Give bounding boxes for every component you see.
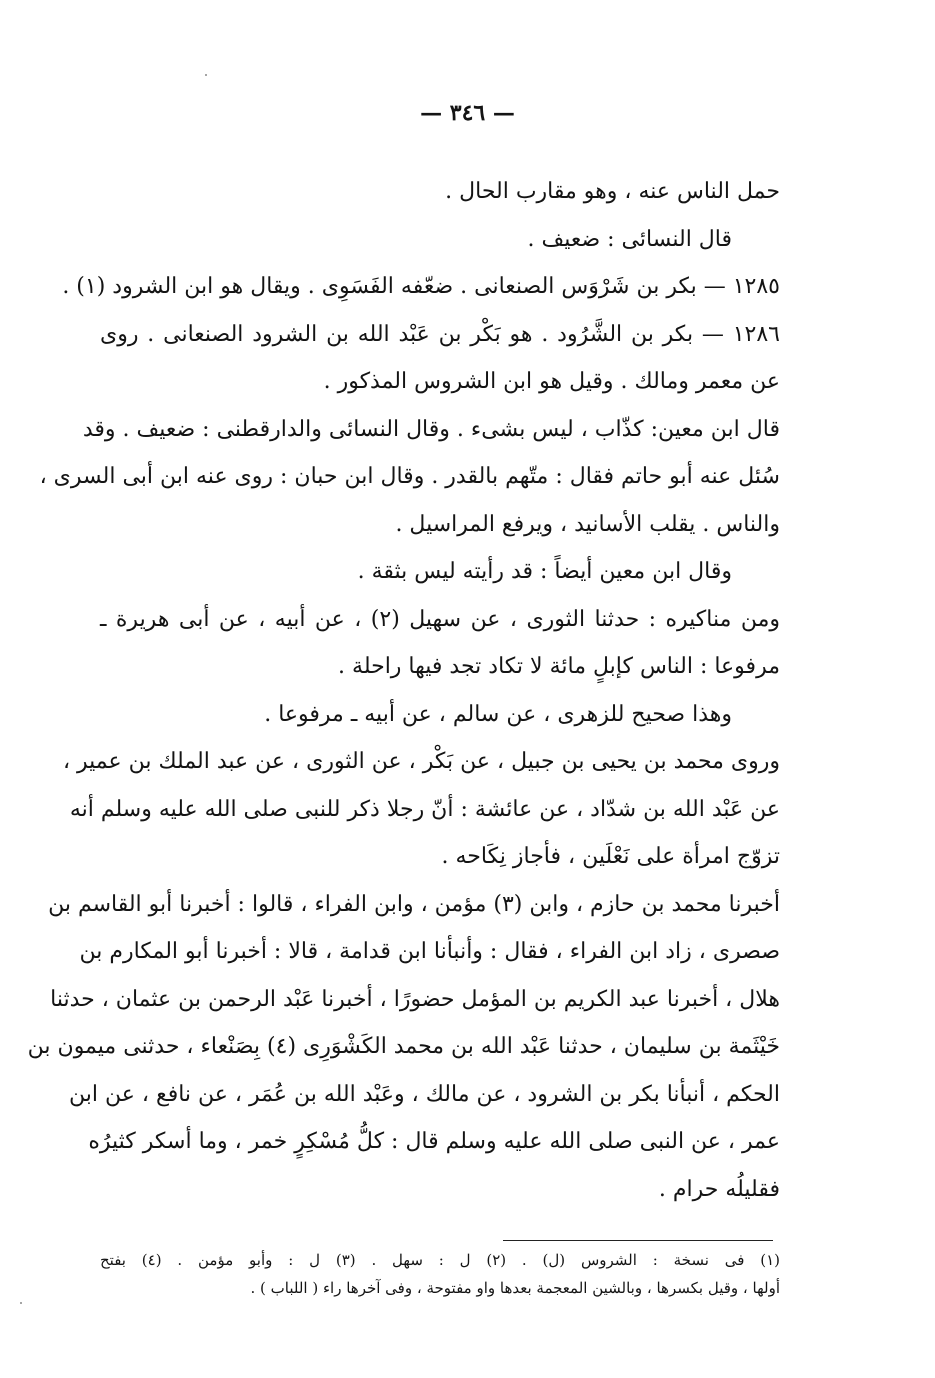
text-line: فقليلُه حرام .: [658, 1176, 780, 1202]
text-line: قال ابن معين: كذّاب ، ليس بشىء . وقال النسائى والدارقطنى : ضعيف . وقد: [82, 416, 780, 442]
text-line: مرفوعا : الناس كإبلٍ مائة لا تكاد تجد فيها راحلة .: [338, 654, 780, 679]
text-line: عن عَبْد الله بن شدّاد ، عن عائشة : أنّ رجلا ذكر للنبى صلى الله عليه وسلم أنه: [69, 796, 780, 822]
entry-1286-heading: ١٢٨٦ — بكر بن الشَّرُود . هو بَكْر بن عَبْد الله بن الشرود الصنعانى . روى: [100, 321, 780, 347]
footnote-divider: [503, 1240, 773, 1241]
text-line: حمل الناس عنه ، وهو مقارب الحال .: [445, 179, 780, 204]
page-number: — ٣٤٦ —: [420, 100, 515, 126]
text-line: عن معمر ومالك . وقيل هو ابن الشروس المذكور .: [323, 369, 780, 394]
text-line: وقال ابن معين أيضاً : قد رأيته ليس بثقة .: [357, 559, 732, 584]
main-text: [27, 168, 780, 1213]
entry-1285-heading: ١٢٨٥ — بكر بن شَرْوَس الصنعانى . ضعّفه الفَسَوِى . ويقال هو ابن الشرود (١) .: [62, 274, 780, 299]
scan-speck: [205, 74, 207, 76]
text-line: سُئل عنه أبو حاتم فقال : متّهم بالقدر . وقال ابن حبان : روى عنه ابن أبى السرى ،: [39, 464, 780, 489]
text-line: ومن مناكيره : حدثنا الثورى ، عن سهيل (٢) ، عن أبيه ، عن أبى هريرة ـ: [100, 606, 780, 632]
footnote-line: أولها ، وقيل بكسرها ، وبالشين المعجمة بعدها واو مفتوحة ، وفى آخرها راء ( اللباب ) .: [250, 1279, 780, 1297]
text-line: وروى محمد بن يحيى بن جبيل ، عن بَكْر ، عن الثورى ، عن عبد الملك بن عمير ،: [62, 749, 780, 774]
text-line: أخبرنا محمد بن حازم ، وابن (٣) مؤمن ، وابن الفراء ، قالوا : أخبرنا أبو القاسم بن: [48, 891, 780, 917]
text-line: وهذا صحيح للزهرى ، عن سالم ، عن أبيه ـ مرفوعا .: [264, 701, 732, 727]
text-line: خَيْثَمة بن سليمان ، حدثنا عَبْد الله بن محمد الكَشْوَرِى (٤) بِصَنْعاء ، حدثنى ميمون بن: [27, 1034, 780, 1059]
text-line: والناس . يقلب الأسانيد ، ويرفع المراسيل .: [395, 511, 780, 537]
text-line: تزوّج امرأة على نَعْلَين ، فأجاز نِكَاحه .: [441, 844, 780, 869]
text-line: صصرى ، زاد ابن الفراء ، فقال : وأنبأنا ابن قدامة ، قالا : أخبرنا أبو المكارم بن: [79, 939, 780, 964]
text-line: قال النسائى : ضعيف .: [527, 226, 732, 252]
text-line: الحكم ، أنبأنا بكر بن الشرود ، عن مالك ، وعَبْد الله بن عُمَر ، عن نافع ، عن ابن: [69, 1081, 780, 1107]
footnotes: [100, 1246, 780, 1302]
footnote-line: (١) فى نسخة : الشروس (ل) . (٢) ل : سهل . (٣) ل : وأبو مؤمن . (٤) بفتح: [100, 1251, 781, 1269]
scan-speck: [20, 1302, 22, 1304]
text-line: هلال ، أخبرنا عبد الكريم بن المؤمل حضورًا ، أخبرنا عَبْد الرحمن بن عثمان ، حدثنا: [50, 986, 780, 1012]
text-line: عمر ، عن النبى صلى الله عليه وسلم قال : كلُّ مُسْكِرٍ خمر ، وما أسكر كثيرُه: [88, 1129, 780, 1154]
